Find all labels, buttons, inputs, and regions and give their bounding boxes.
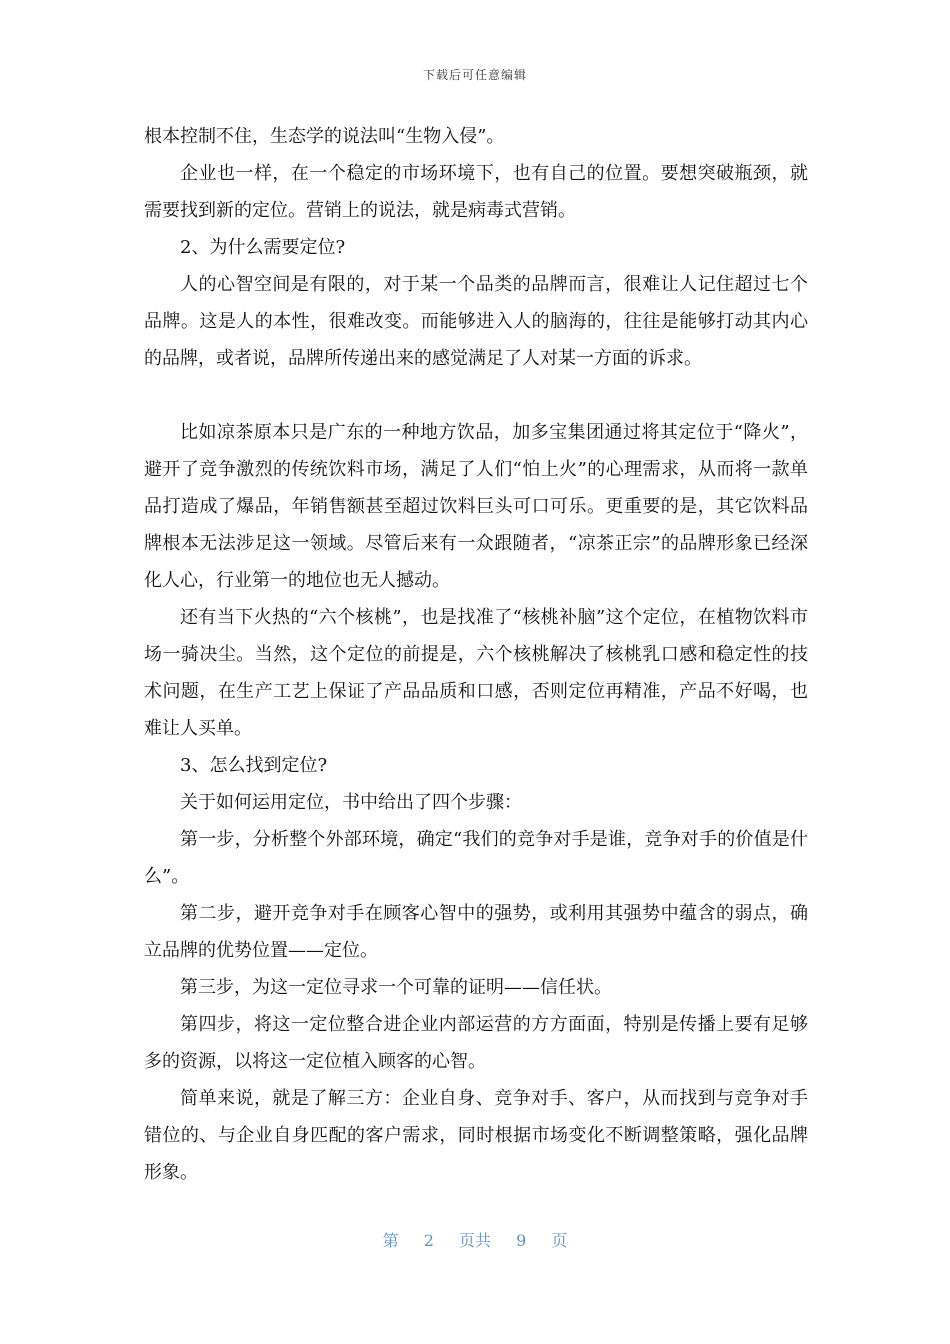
step-3: 第三步，为这一定位寻求一个可靠的证明——信任状。 xyxy=(180,977,612,998)
paragraph-spacer xyxy=(144,377,808,414)
step-4: 第四步，将这一定位整合进企业内部运营的方方面面，特别是传播上要有足够多的资源，以将这一定位植入顾客的心智。 xyxy=(144,1014,808,1072)
footer-middle: 页共 xyxy=(458,1231,491,1250)
total-pages: 9 xyxy=(516,1231,527,1250)
paragraph: 比如凉茶原本只是广东的一种地方饮品，加多宝集团通过将其定位于“降火”，避开了竞争激烈的传统饮料市场，满足了人们“怕上火”的心理需求，从而将一款单品打造成了爆品，年销售额甚至超过饮料巨头可口可乐。更重要的是，其它饮料品牌根本无法涉足这一领域。尽管后来有一众跟随者，“凉茶正宗”的品牌形象已经深化人心，行业第一的地位也无人撼动。 xyxy=(144,422,808,591)
paragraph: 关于如何运用定位，书中给出了四个步骤： xyxy=(180,792,522,813)
step-1: 第一步，分析整个外部环境，确定“我们的竞争对手是谁，竞争对手的价值是什么”。 xyxy=(144,829,808,887)
section-heading-3: 3、怎么找到定位? xyxy=(180,755,328,776)
paragraph: 人的心智空间是有限的，对于某一个品类的品牌而言，很难让人记住超过七个品牌。这是人的本性，很难改变。而能够进入人的脑海的，往往是能够打动其内心的品牌，或者说，品牌所传递出来的感觉满足了人对某一方面的诉求。 xyxy=(144,274,808,369)
footer-prefix: 第 xyxy=(382,1231,399,1250)
current-page-number: 2 xyxy=(423,1231,434,1250)
section-heading-2: 2、为什么需要定位? xyxy=(180,237,346,258)
document-body xyxy=(144,118,808,1191)
header-text: 下载后可任意编辑 xyxy=(422,68,527,82)
step-2: 第二步，避开竞争对手在顾客心智中的强势，或利用其强势中蕴含的弱点，确立品牌的优势位置——定位。 xyxy=(144,903,808,961)
paragraph: 还有当下火热的“六个核桃”，也是找准了“核桃补脑”这个定位，在植物饮料市场一骑决尘。当然，这个定位的前提是，六个核桃解决了核桃乳口感和稳定性的技术问题，在生产工艺上保证了产品品质和口感，否则定位再精准，产品不好喝，也难让人买单。 xyxy=(144,607,808,739)
page-header xyxy=(0,66,950,83)
paragraph-summary: 简单来说，就是了解三方：企业自身、竞争对手、客户，从而找到与竞争对手错位的、与企业自身匹配的客户需求，同时根据市场变化不断调整策略，强化品牌形象。 xyxy=(144,1088,808,1183)
page-footer xyxy=(0,1228,950,1251)
paragraph-continuation: 根本控制不住，生态学的说法叫“生物入侵”。 xyxy=(144,126,505,147)
footer-suffix: 页 xyxy=(551,1231,568,1250)
paragraph: 企业也一样，在一个稳定的市场环境下，也有自己的位置。要想突破瓶颈，就需要找到新的定位。营销上的说法，就是病毒式营销。 xyxy=(144,163,808,221)
